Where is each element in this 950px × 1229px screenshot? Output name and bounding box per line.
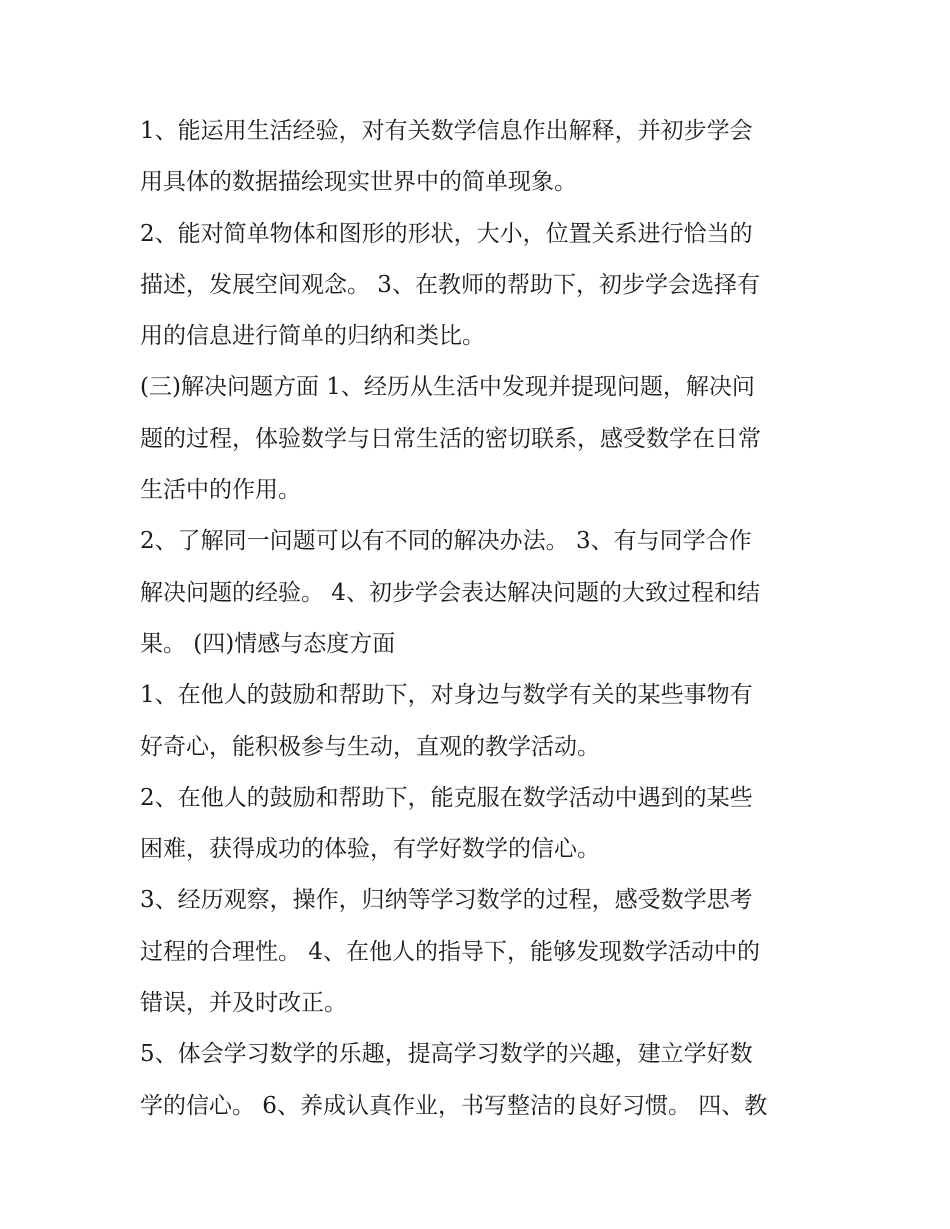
text-line: 3、经历观察，操作，归纳等学习数学的过程，感受数学思考: [140, 887, 753, 914]
text-line: 2、了解同一问题可以有不同的解决办法。 3、有与同学合作: [140, 528, 752, 555]
text-line: 困难，获得成功的体验，有学好数学的信心。: [140, 836, 600, 863]
text-line: 学的信心。 6、养成认真作业，书写整洁的良好习惯。 四、教: [140, 1092, 768, 1119]
text-line: 1、能运用生活经验，对有关数学信息作出解释，并初步学会: [140, 118, 753, 144]
text-line: 5、体会学习数学的乐趣，提高学习数学的兴趣，建立学好数: [140, 1041, 753, 1068]
text-line: (三)解决问题方面 1、经历从生活中发现并提现问题，解决问: [140, 374, 755, 401]
text-line: 解决问题的经验。 4、初步学会表达解决问题的大致过程和结: [140, 579, 760, 606]
text-line: 1、在他人的鼓励和帮助下，对身边与数学有关的某些事物有: [140, 682, 753, 709]
text-line: 好奇心，能积极参与生动，直观的教学活动。: [140, 733, 600, 760]
text-line: 生活中的作用。: [140, 477, 301, 504]
text-line: 描述，发展空间观念。 3、在教师的帮助下，初步学会选择有: [140, 271, 760, 298]
text-line: 错误，并及时改正。: [140, 990, 347, 1017]
text-line: 过程的合理性。 4、在他人的指导下，能够发现数学活动中的: [140, 938, 760, 965]
text-line: 果。 (四)情感与态度方面: [140, 630, 396, 657]
text-line: 用具体的数据描绘现实世界中的简单现象。: [140, 169, 577, 196]
text-line: 2、在他人的鼓励和帮助下，能克服在数学活动中遇到的某些: [140, 784, 753, 811]
document-body: [140, 106, 820, 1132]
text-line: 用的信息进行简单的归纳和类比。: [140, 323, 485, 350]
text-line: 题的过程，体验数学与日常生活的密切联系，感受数学在日常: [140, 425, 761, 452]
text-line: 2、能对简单物体和图形的形状，大小，位置关系进行恰当的: [140, 220, 753, 247]
